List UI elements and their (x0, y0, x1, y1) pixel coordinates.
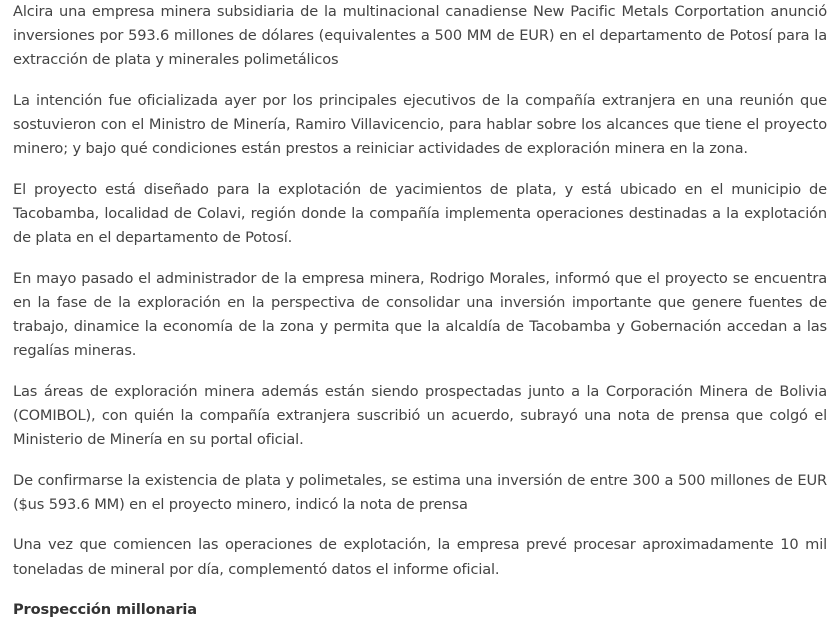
paragraph-processing-capacity: Una vez que comiencen las operaciones de explotación, la empresa prevé procesar aproximadamente 10 mil toneladas de mineral por día, complementó datos el informe oficial. (13, 536, 827, 578)
section-subheading: Prospección millonaria (13, 601, 197, 619)
paragraph-investment-estimate: De confirmarse la existencia de plata y polimetales, se estima una inversión de entre 300 a 500 millones de EUR ($us 593.6 MM) en el proyecto minero, indicó la nota de prensa (13, 471, 827, 513)
paragraph-comibol-agreement: Las áreas de exploración minera además están siendo prospectadas junto a la Corporación Minera de Bolivia (COMIBOL), con quién la compañía extranjera suscribió un acuerdo, subrayó una nota de prensa que colgó el Ministerio de Minería en su portal oficial. (13, 382, 827, 449)
article-body (13, 0, 827, 622)
paragraph-investment-announcement: Alcira una empresa minera subsidiaria de la multinacional canadiense New Pacific Metals Corportation anunció inversiones por 593.6 millones de dólares (equivalentes a 500 MM de EUR) en el departamento de Potosí para la extracción de plata y minerales polimetálicos (13, 3, 827, 69)
paragraph-official-meeting: La intención fue oficializada ayer por los principales ejecutivos de la compañía extranjera en una reunión que sostuvieron con el Ministro de Minería, Ramiro Villavicencio, para hablar sobre los alcances que tiene el proyecto minero; y bajo qué condiciones están prestos a reiniciar actividades de exploración minera en la zona. (13, 91, 827, 158)
paragraph-administrator-statement: En mayo pasado el administrador de la empresa minera, Rodrigo Morales, informó que el proyecto se encuentra en la fase de la exploración en la perspectiva de consolidar una inversión importante que genere fuentes de trabajo, dinamice la economía de la zona y permita que la alcaldía de Tacobamba y Gobernación accedan a las regalías mineras. (13, 269, 827, 360)
paragraph-project-location: El proyecto está diseñado para la explotación de yacimientos de plata, y está ubicado en el municipio de Tacobamba, localidad de Colavi, región donde la compañía implementa operaciones destinadas a la explotación de plata en el departamento de Potosí. (13, 180, 827, 247)
